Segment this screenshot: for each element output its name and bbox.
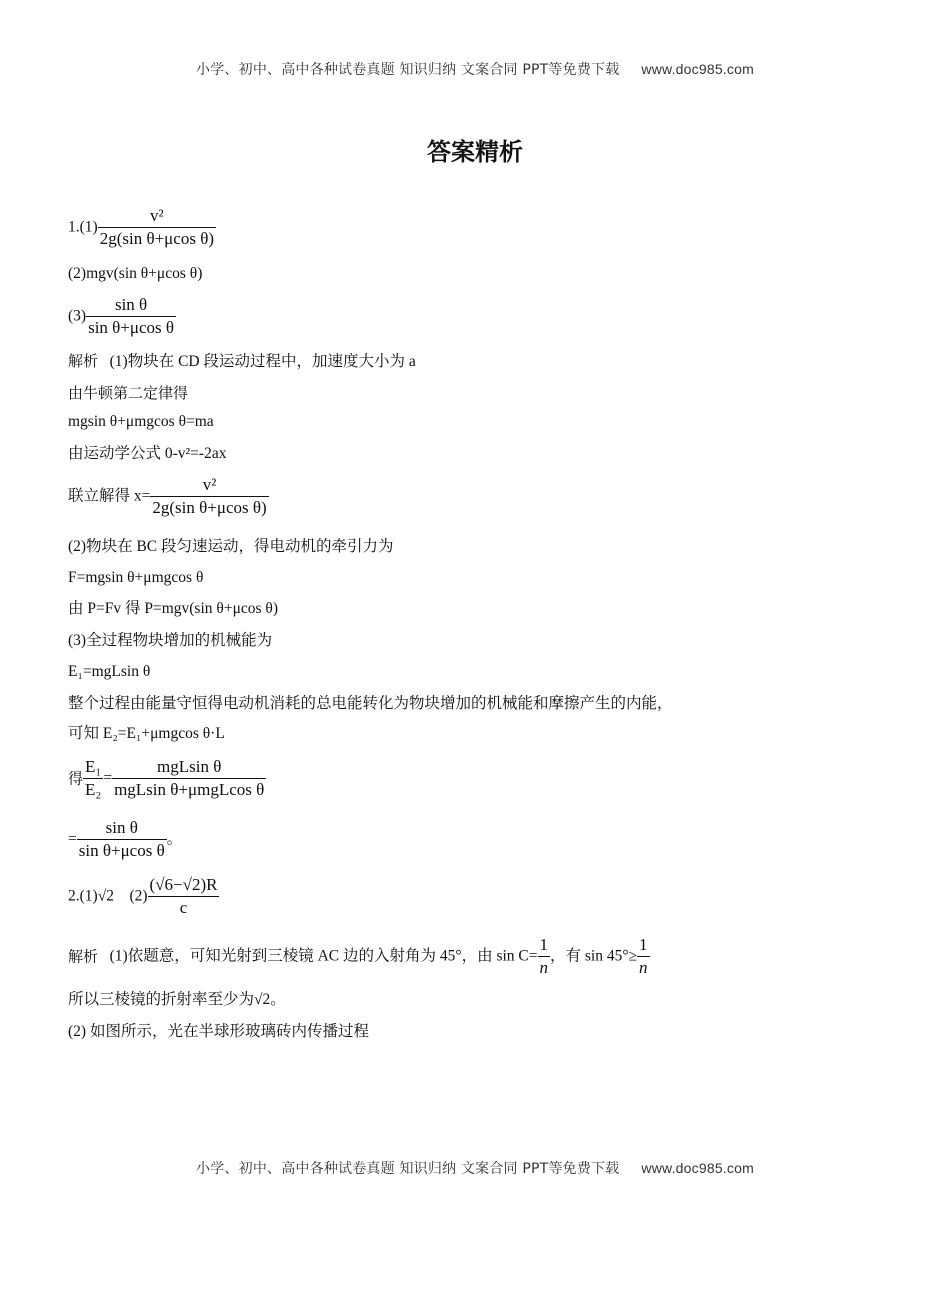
q1-c5: 得 $\frac{\text{E₁}}{\text{E₂}}$ = $\frac{\text{mgLsin θ}}{\text{mgLsin θ+μmgLcos θ}}$ [68, 757, 265, 799]
q1-c1: (3)全过程物块增加的机械能为 [68, 632, 273, 649]
denominator: mgLsin θ+μmgLcos θ [114, 780, 265, 799]
q1-analysis-2: 由牛顿第二定律得 [68, 384, 189, 402]
numerator: v² [150, 206, 164, 225]
fraction-q1-1 [98, 205, 216, 250]
de-label: 得 [68, 769, 84, 788]
q1-analysis-1 [68, 351, 416, 372]
page-title: 答案精析 [427, 138, 523, 166]
solve-label: 联立解得 x= [68, 487, 151, 505]
footer-banner-text: 小学、初中、高中各种试卷真题 知识归纳 文案合同 PPT等免费下载 [196, 1161, 620, 1177]
numerator: 1 [539, 935, 548, 954]
denominator: c [148, 896, 220, 919]
numerator: v² [202, 475, 217, 494]
footer-url[interactable]: www.doc985.com [641, 1160, 754, 1176]
analysis-label: 解析 [68, 352, 99, 370]
period: 。 [166, 830, 183, 848]
q2-analysis-2: 所以三棱镜的折射率至少为√2。 [68, 991, 286, 1008]
denominator: n [539, 958, 548, 977]
q2-analysis-3: (2) 如图所示，光在半球形玻璃砖内传播过程 [68, 1023, 369, 1040]
q1-analysis-3: mgsin θ+μmgcos θ=ma [68, 413, 214, 430]
q1-b3: 由 P=Fv 得 P=mgv(sin θ+μcos θ) [68, 600, 278, 617]
denominator: 2g(sin θ+μcos θ) [152, 498, 267, 517]
page-header [0, 59, 950, 79]
fraction-energy [112, 756, 266, 801]
q1-analysis-5 [68, 474, 269, 519]
q1-analysis-4: 由运动学公式 0-v²=-2ax [68, 445, 227, 462]
denominator: sin θ+μcos θ [88, 318, 175, 337]
denominator: E₂ [85, 780, 102, 799]
fraction-1-n [538, 934, 551, 979]
fraction-x [150, 474, 268, 519]
analysis-text: (1)物块在 CD 段运动过程中，加速度大小为 a [109, 353, 416, 370]
fraction-q2 [148, 874, 220, 919]
q1-c4: 可知 E₂=E₁+μmgcos θ·L [68, 725, 225, 742]
q1-part2: (2)mgv(sin θ+μcos θ) [68, 265, 203, 282]
q1-part3 [68, 294, 176, 339]
q1-c3: 整个过程由能量守恒得电动机消耗的总电能转化为物块增加的机械能和摩擦产生的内能， [68, 695, 673, 712]
equals-label: = [68, 830, 77, 848]
q1-c2: E₁=mgLsin θ [68, 663, 151, 680]
numerator: (√6−√2)R [149, 875, 218, 894]
fraction-q1-3 [86, 294, 176, 339]
fraction-1-n-2 [637, 934, 650, 979]
denominator: n [639, 958, 648, 977]
q1-part3-label: (3) [68, 307, 87, 325]
q2-part2-label: (2) [129, 887, 148, 905]
header-banner-text: 小学、初中、高中各种试卷真题 知识归纳 文案合同 PPT等免费下载 [196, 62, 620, 78]
fraction-result [77, 817, 167, 862]
analysis-text: (1)依题意，可知光射到三棱镜 AC 边的入射角为 45°，由 sin C= [109, 947, 538, 965]
analysis-label: 解析 [68, 947, 99, 966]
denominator: 2g(sin θ+μcos θ) [99, 229, 215, 248]
q2-sqrt2: √2 [97, 887, 114, 905]
fraction-e1-e2 [83, 756, 103, 801]
q1-b1: (2)物块在 BC 段匀速运动，得电动机的牵引力为 [68, 538, 394, 555]
q1-b2: F=mgsin θ+μmgcos θ [68, 569, 204, 586]
q1-part1 [68, 205, 216, 250]
q1-label: 1.(1) [68, 218, 98, 236]
q2-analysis-1 [68, 934, 650, 979]
numerator: mgLsin θ [157, 757, 222, 776]
numerator: E₁ [85, 757, 102, 776]
numerator: sin θ [114, 295, 148, 314]
numerator: 1 [639, 935, 648, 954]
header-url[interactable]: www.doc985.com [641, 61, 754, 77]
q1-c6 [68, 817, 182, 862]
analysis-text-mid: ，有 sin 45°≥ [550, 947, 638, 965]
page-footer [0, 1158, 950, 1178]
numerator: sin θ [105, 818, 138, 837]
q2-label: 2.(1) [68, 887, 98, 905]
denominator: sin θ+μcos θ [78, 841, 165, 860]
q2-answer [68, 874, 219, 919]
